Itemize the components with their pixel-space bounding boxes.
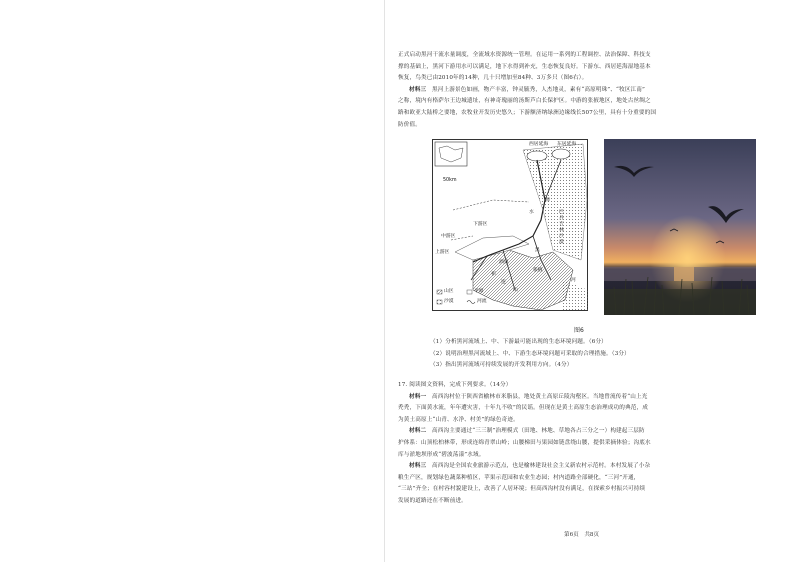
label-badain-desert: 巴丹吉林沙漠 [559, 210, 564, 245]
label-he: 河 [571, 278, 576, 283]
text-line: 路和欧亚大陆桥之要地，农牧业开发历史悠久；下游额济纳绿洲边缘线长507公里，具有十分重要的国 [398, 109, 657, 116]
text-line: 防价值。 [398, 121, 421, 128]
label-east-juyan: 东居延海 [557, 142, 577, 147]
text-line: 高西沟是全国农业旅游示范点，也是榆林建设社会主义新农村示范村。本村发展了小杂 [431, 463, 651, 470]
question-17 [398, 380, 766, 508]
label-upstream: 上游区 [435, 250, 450, 255]
q17-material-one-label: 材料一 [409, 393, 427, 400]
material-three-paragraph [398, 85, 766, 97]
question-part-1: （1）分析黑河流域上、中、下游最可能出现的生态环境问题。（6分） [430, 339, 607, 345]
question-part-3: （3）指出黑河流域可持续发展的开发利用方向。（4分） [430, 362, 573, 369]
text-line: 正式启动黑河干流水量调度，全流域水资源统一管理。在运用一系列的工程调控、法治保障、科技支 [398, 52, 651, 58]
text-line: 护体系：山顶松柏林带，形成连绵青翠山岭；山腰梯田与果园如链盘绕山腰，提供采摘体验；沟底水 [398, 439, 651, 446]
text-line: “三站”齐全；在村容村貌建设上，改善了人居环境；但高西沟村没有满足，在探索乡村振兴可持续 [398, 486, 646, 493]
legend-desert: 沙漠 [444, 299, 454, 304]
heihe-basin-map [432, 139, 588, 311]
text-line: 秃秃，下面黄水流，年年遭灾害，十年九不收”的民谣。但现在是黄土高原生态治理成功的典范，成 [398, 405, 648, 412]
figure-6 [414, 135, 744, 311]
text-line: 高西沟村位于陕西省榆林市米脂县，地处黄土高原丘陵沟壑区。当地曾流传着“山上光 [431, 393, 648, 400]
wetland-sunset-photo [604, 139, 756, 315]
q17-material-two-label: 材料二 [409, 428, 427, 435]
label-downstream: 下游区 [473, 222, 488, 227]
legend-mountain: 山区 [444, 289, 454, 294]
text-line: 之称，境内有格萨尔王边城遗址，有神奇瑰丽的汤斯芦白长保护区。中游的张掖地区，地处古丝绸之 [398, 98, 651, 105]
question-16-parts [430, 337, 750, 372]
legend-plain: 平原 [474, 289, 484, 294]
label-zhangye: 张掖 [533, 268, 543, 273]
label-scale: 50km [443, 178, 457, 183]
text-line: 高西沟主要通过“三三制”治理模式（田地、林地、草地各占三分之一）构建起三层防 [431, 428, 645, 435]
text-line: 库与淤地坝形成“碧波荡漾”水域。 [398, 451, 485, 458]
text-line: 粮生产区，规划绿色蔬菜种植区，苹果示范园和农业生态园；村内道路全部硬化，“三河”开通， [398, 474, 640, 481]
label-water: 水 [529, 210, 534, 215]
text-line: 撑的基础上，黑河下游用水可以满足，地下水得到补充，生态恢复良好。下游东、西居延海湿地基本 [398, 63, 651, 70]
question-17-title: 17. 阅读图文资料，完成下列要求。（14分） [398, 382, 512, 388]
photo-drawing [604, 139, 756, 315]
label-shan: 山 [513, 288, 518, 293]
label-jiuquan: 酒泉 [499, 260, 509, 265]
figure-caption: 图6 [574, 327, 584, 334]
q17-material-one [398, 392, 766, 404]
q17-material-two [398, 426, 766, 438]
label-qi: 祁 [491, 272, 496, 277]
text-line: 为黄土高原上“山青、水净、村美”的绿色奇迹。 [398, 416, 519, 423]
q17-material-three [398, 461, 766, 473]
label-source: 源 [545, 198, 550, 203]
legend-river: 河流 [477, 299, 487, 304]
text-line: 发展的道路还在不断前进。 [398, 497, 467, 504]
label-lian: 连 [501, 280, 506, 285]
text-line: 恢复，鸟类已由2010年的14种，几十只增加至84种、3万多只（图6右）。 [398, 75, 588, 82]
label-west-juyan: 西居延海 [529, 142, 549, 147]
text-line: 黑河上游景色如画，物产丰富，钟灵毓秀，人杰地灵，素有“高原明珠”、“牧区江南” [431, 86, 646, 93]
label-hei: 黑 [535, 248, 540, 253]
material-three-label: 材料三 [409, 86, 427, 93]
label-midstream: 中游区 [441, 234, 456, 239]
q17-material-three-label: 材料三 [409, 463, 427, 470]
exam-page [398, 50, 766, 550]
material-two-continued [398, 50, 766, 131]
page-footer: 第6页 共8页 [564, 532, 600, 538]
page-fold-line [384, 0, 385, 562]
question-part-2: （2）说明治理黑河流域上、中、下游生态环境问题可采取的合理措施。（3分） [430, 350, 630, 357]
